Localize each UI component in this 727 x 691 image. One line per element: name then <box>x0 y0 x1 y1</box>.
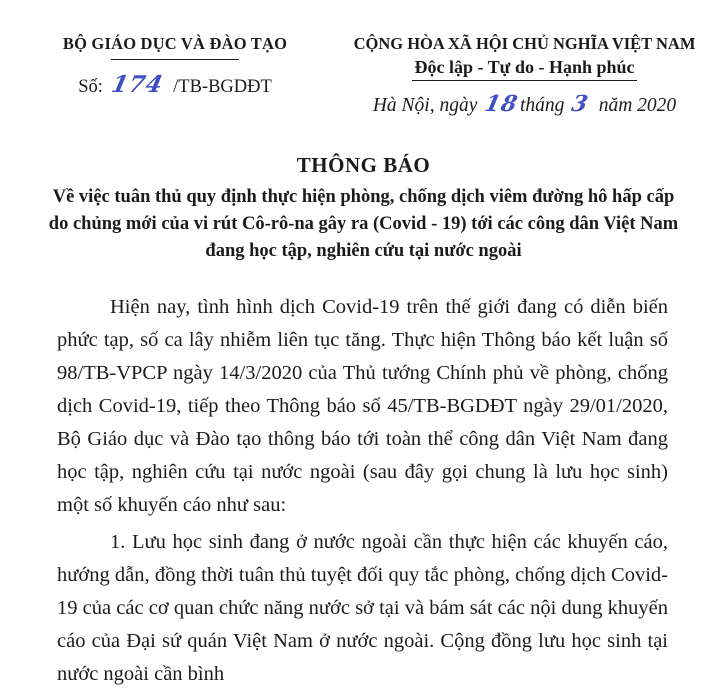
document-number-handwritten: 174 <box>108 71 166 98</box>
body-paragraph-2: 1. Lưu học sinh đang ở nước ngoài cần thực hiện các khuyến cáo, hướng dẫn, đồng thời tuân thủ tuyệt đối quy tắc phòng, chống dịch Covid-19 của các cơ quan chức năng nước sở tại và bám sát các nội dung khuyến cáo của Đại sứ quán Việt Nam ở nước ngoài. Cộng đồng lưu học sinh tại nước ngoài cần bình <box>57 531 668 685</box>
org-name-underline <box>111 59 239 60</box>
date-month-handwritten: 3 <box>569 91 592 117</box>
date-suffix: năm 2020 <box>598 95 677 116</box>
document-header <box>0 34 727 117</box>
document-number-suffix: /TB-BGDĐT <box>173 77 272 97</box>
national-header-block <box>322 34 727 117</box>
body-paragraph-1: Hiện nay, tình hình dịch Covid-19 trên thế giới đang có diễn biến phức tạp, số ca lây nhiễm liên tục tăng. Thực hiện Thông báo kết luận số 98/TB-VPCP ngày 14/3/2020 của Thủ tướng Chính phủ về phòng, chống dịch Covid-19, tiếp theo Thông báo số 45/TB-BGDĐT ngày 29/01/2020, Bộ Giáo dục và Đào tạo thông báo tới toàn thể công dân Việt Nam đang học tập, nghiên cứu tại nước ngoài (sau đây gọi chung là lưu học sinh) một số khuyến cáo như sau: <box>57 296 668 516</box>
issuing-org-block <box>0 34 322 117</box>
date-prefix: Hà Nội, ngày <box>372 95 478 116</box>
document-subtitle: Về việc tuân thủ quy định thực hiện phòng, chống dịch viêm đường hô hấp cấp do chủng mới của vi rút Cô-rô-na gây ra (Covid - 19) tới các công dân Việt Nam đang học tập, nghiên cứu tại nước ngoài <box>48 187 679 261</box>
date-day-handwritten: 18 <box>482 91 521 117</box>
document-title: THÔNG BÁO <box>296 153 431 177</box>
national-name: CỘNG HÒA XÃ HỘI CHỦ NGHĨA VIỆT NAM <box>353 34 696 53</box>
document-number-prefix: Số: <box>78 77 103 97</box>
national-motto: Độc lập - Tự do - Hạnh phúc <box>412 56 636 81</box>
org-name: BỘ GIÁO DỤC VÀ ĐÀO TẠO <box>62 34 288 53</box>
date-line <box>322 91 727 117</box>
date-middle: tháng <box>519 95 565 116</box>
document-number <box>28 71 322 98</box>
